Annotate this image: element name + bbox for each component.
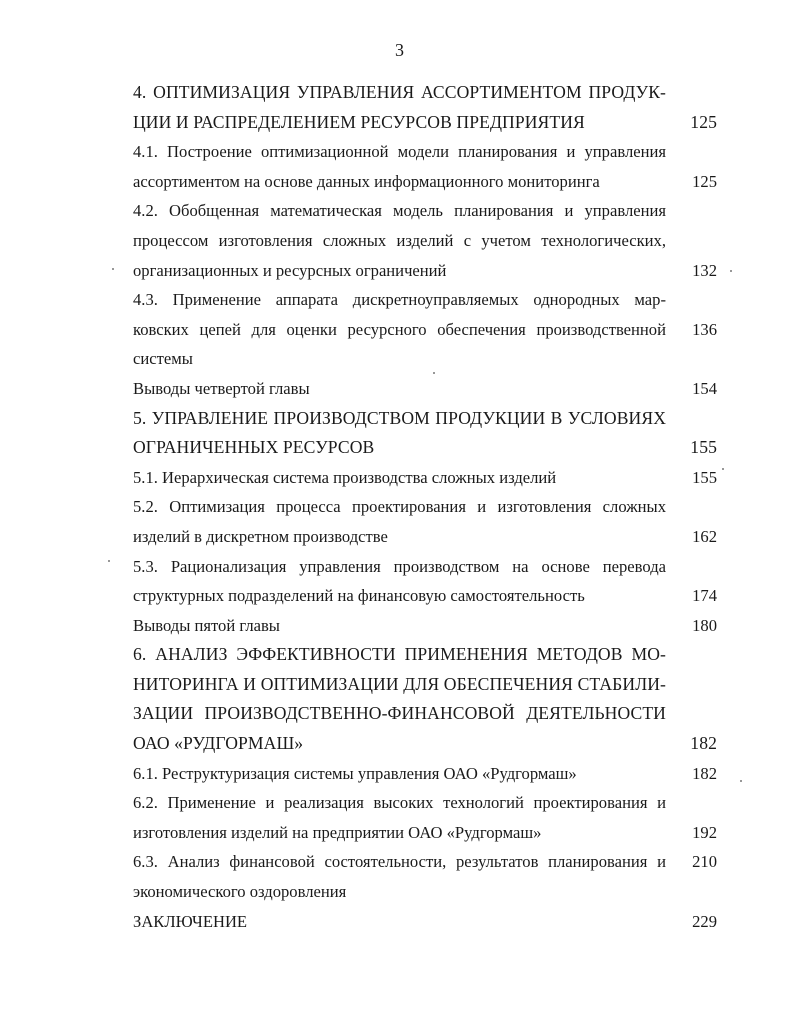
table-of-contents bbox=[133, 78, 717, 936]
toc-line bbox=[133, 552, 717, 582]
toc-entry-text: системы bbox=[133, 349, 193, 369]
toc-line bbox=[133, 78, 717, 108]
toc-entry-text: структурных подразделений на финансовую самостоятельность bbox=[133, 586, 585, 606]
toc-page-number: 182 bbox=[692, 763, 717, 783]
toc-entry-text: 4. ОПТИМИЗАЦИЯ УПРАВЛЕНИЯ АССОРТИМЕНТОМ ПРОДУК- bbox=[133, 82, 666, 102]
toc-line bbox=[133, 463, 717, 493]
toc-line bbox=[133, 256, 717, 286]
toc-page-number: 132 bbox=[692, 260, 717, 280]
scan-speck bbox=[433, 372, 435, 374]
scan-speck bbox=[722, 468, 724, 470]
toc-line bbox=[133, 729, 717, 759]
toc-line bbox=[133, 433, 717, 463]
toc-page-number: 155 bbox=[692, 467, 717, 487]
toc-entry-text: процессом изготовления сложных изделий с учетом технологических, bbox=[133, 230, 666, 250]
toc-line bbox=[133, 404, 717, 434]
toc-line bbox=[133, 167, 717, 197]
toc-page-number: 125 bbox=[692, 171, 717, 191]
toc-page-number: 125 bbox=[690, 111, 717, 132]
toc-line bbox=[133, 847, 717, 877]
toc-line bbox=[133, 640, 717, 670]
toc-line bbox=[133, 344, 717, 374]
toc-entry-text: ЦИИ И РАСПРЕДЕЛЕНИЕМ РЕСУРСОВ ПРЕДПРИЯТИЯ bbox=[133, 111, 585, 132]
toc-line bbox=[133, 522, 717, 552]
toc-entry-text: изготовления изделий на предприятии ОАО «Рудгормаш» bbox=[133, 822, 542, 842]
toc-entry-text: 4.3. Применение аппарата дискретноуправляемых однородных мар- bbox=[133, 290, 666, 310]
toc-line bbox=[133, 699, 717, 729]
toc-line bbox=[133, 581, 717, 611]
toc-entry-text: Выводы пятой главы bbox=[133, 615, 280, 635]
page-number: 3 bbox=[395, 40, 404, 60]
toc-entry-text: организационных и ресурсных ограничений bbox=[133, 260, 447, 280]
toc-entry-text: 5.1. Иерархическая система производства сложных изделий bbox=[133, 467, 557, 487]
toc-line bbox=[133, 196, 717, 226]
toc-line bbox=[133, 907, 717, 937]
toc-entry-text: 6.3. Анализ финансовой состоятельности, результатов планирования и bbox=[133, 852, 666, 872]
toc-page-number: 180 bbox=[692, 615, 717, 635]
toc-line bbox=[133, 877, 717, 907]
toc-entry-text: 4.1. Построение оптимизационной модели планирования и управления bbox=[133, 142, 666, 162]
toc-entry-text: ковских цепей для оценки ресурсного обеспечения производственной bbox=[133, 319, 666, 339]
toc-line bbox=[133, 374, 717, 404]
toc-page-number: 154 bbox=[692, 378, 717, 398]
toc-page-number: 136 bbox=[692, 319, 717, 339]
toc-line bbox=[133, 137, 717, 167]
toc-line bbox=[133, 315, 717, 345]
toc-entry-text: изделий в дискретном производстве bbox=[133, 526, 388, 546]
scan-speck bbox=[740, 780, 742, 782]
scan-speck bbox=[108, 560, 110, 562]
toc-entry-text: Выводы четвертой главы bbox=[133, 378, 310, 398]
scan-speck bbox=[112, 268, 114, 270]
toc-page-number: 192 bbox=[692, 822, 717, 842]
toc-entry-text: 4.2. Обобщенная математическая модель планирования и управления bbox=[133, 201, 666, 221]
toc-page-number: 182 bbox=[690, 733, 717, 754]
toc-page-number: 210 bbox=[692, 852, 717, 872]
toc-entry-text: ЗАЦИИ ПРОИЗВОДСТВЕННО-ФИНАНСОВОЙ ДЕЯТЕЛЬНОСТИ bbox=[133, 703, 666, 724]
toc-page-number: 229 bbox=[692, 911, 717, 931]
toc-line bbox=[133, 492, 717, 522]
toc-entry-text: 5.2. Оптимизация процесса проектирования и изготовления сложных bbox=[133, 497, 666, 517]
toc-line bbox=[133, 226, 717, 256]
toc-entry-text: ОАО «РУДГОРМАШ» bbox=[133, 733, 304, 754]
toc-line bbox=[133, 818, 717, 848]
toc-line bbox=[133, 108, 717, 138]
toc-entry-text: 6.1. Реструктуризация системы управления ОАО «Рудгормаш» bbox=[133, 763, 577, 783]
toc-entry-text: 6.2. Применение и реализация высоких технологий проектирования и bbox=[133, 793, 666, 813]
toc-entry-text: 6. АНАЛИЗ ЭФФЕКТИВНОСТИ ПРИМЕНЕНИЯ МЕТОДОВ МО- bbox=[133, 644, 666, 665]
toc-entry-text: ассортиментом на основе данных информационного мониторинга bbox=[133, 171, 600, 191]
toc-page-number: 174 bbox=[692, 586, 717, 606]
scan-speck bbox=[730, 270, 732, 272]
toc-entry-text: ЗАКЛЮЧЕНИЕ bbox=[133, 911, 248, 931]
toc-page-number: 155 bbox=[690, 437, 717, 458]
toc-entry-text: НИТОРИНГА И ОПТИМИЗАЦИИ ДЛЯ ОБЕСПЕЧЕНИЯ СТАБИЛИ- bbox=[133, 673, 666, 694]
toc-entry-text: 5. УПРАВЛЕНИЕ ПРОИЗВОДСТВОМ ПРОДУКЦИИ В УСЛОВИЯХ bbox=[133, 407, 666, 428]
toc-line bbox=[133, 611, 717, 641]
toc-line bbox=[133, 788, 717, 818]
toc-page-number: 162 bbox=[692, 526, 717, 546]
toc-entry-text: 5.3. Рационализация управления производством на основе перевода bbox=[133, 556, 666, 576]
toc-line bbox=[133, 759, 717, 789]
toc-entry-text: экономического оздоровления bbox=[133, 882, 347, 902]
toc-line bbox=[133, 285, 717, 315]
toc-line bbox=[133, 670, 717, 700]
toc-entry-text: ОГРАНИЧЕННЫХ РЕСУРСОВ bbox=[133, 437, 375, 458]
